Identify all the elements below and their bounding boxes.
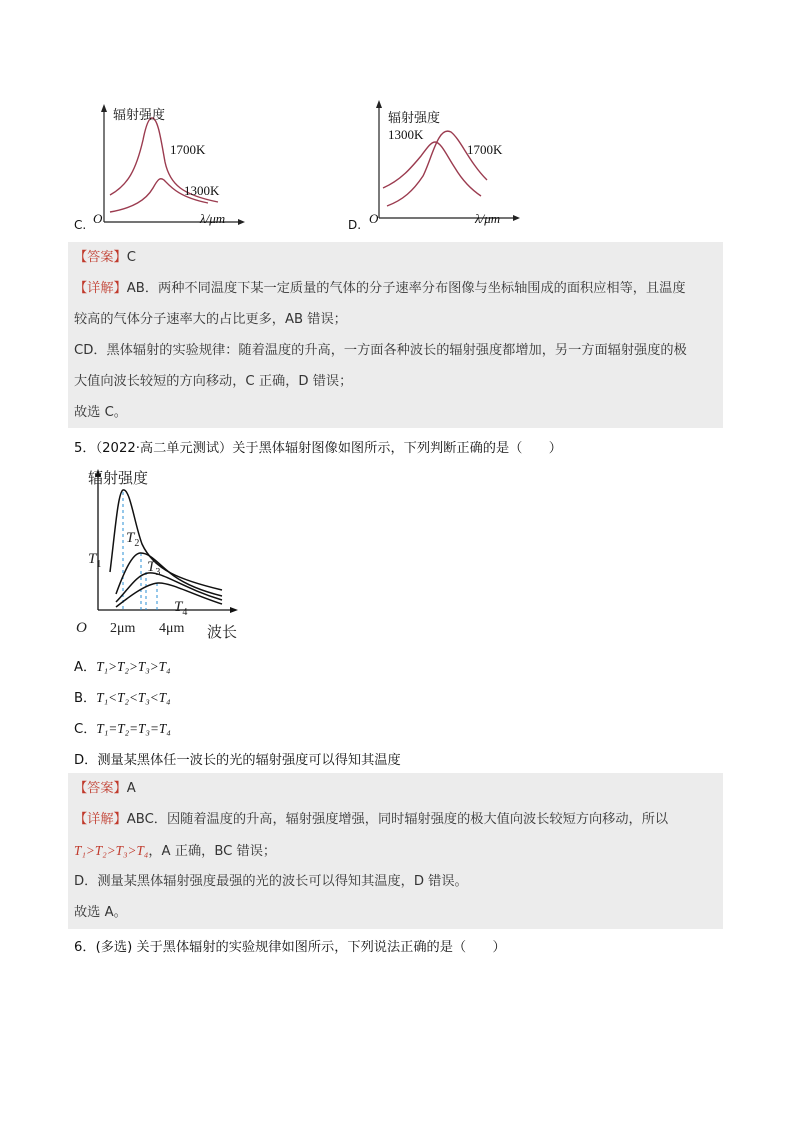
option-d-letter: D.: [348, 218, 362, 232]
x-axis-arrow: [513, 215, 520, 221]
answer-2-line: [74, 779, 136, 799]
detail-text: ABC．因随着温度的升高，辐射强度增强，同时辐射强度的极大值向波长较短方向移动，所以: [126, 812, 669, 827]
q5-option-a[interactable]: [74, 656, 171, 675]
option-b-text: T₁<T₂<T₃<T₄: [96, 690, 171, 705]
answer-2-conclusion: 故选 A。: [74, 905, 127, 920]
detail-math: T₁>T₂>T₃>T₄: [74, 843, 149, 858]
option-c-letter: C.: [74, 218, 87, 232]
figure-c-xlabel: λ/μm: [200, 211, 226, 226]
q5-label-t4: [174, 599, 187, 618]
figure-c-label-1700k: 1700K: [170, 142, 206, 157]
q5-option-d[interactable]: D．测量某黑体任一波长的光的辐射强度可以得知其温度: [74, 753, 401, 768]
q5-label-t3: [147, 559, 160, 578]
q5-label-t1: [88, 551, 101, 570]
t2-letter: T: [126, 530, 135, 546]
detail-2-line1: [74, 810, 668, 830]
q5-origin: O: [76, 620, 87, 636]
figure-d-graph: [363, 96, 523, 226]
y-axis-arrow: [101, 104, 107, 112]
answer-block-1: [68, 242, 723, 428]
figure-d-xlabel: λ/μm: [475, 211, 501, 226]
option-c-text: T₁=T₂=T₃=T₄: [96, 721, 171, 736]
t1-letter: T: [88, 551, 97, 567]
t4-letter: T: [174, 599, 183, 615]
t4-sub: 4: [182, 607, 188, 618]
detail-2-line2: [74, 841, 276, 862]
detail-text: AB．两种不同温度下某一定质量的气体的分子速率分布图像与坐标轴围成的面积应相等，且温度: [126, 281, 686, 296]
detail-1-line3: CD．黑体辐射的实验规律：随着温度的升高，一方面各种波长的辐射强度都增加，另一方面辐射强度的极: [74, 343, 687, 358]
option-b-label: B．: [74, 691, 97, 706]
t1-sub: 1: [96, 559, 102, 570]
answer-value: C: [126, 250, 136, 265]
question-5-stem: 5．（2022·高二单元测试）关于黑体辐射图像如图所示，下列判断正确的是（ ）: [74, 441, 562, 456]
figure-c-origin: O: [93, 211, 103, 226]
figure-d-origin: O: [369, 211, 379, 226]
detail-1-line1: [74, 279, 686, 299]
t3-letter: T: [147, 559, 156, 575]
answer-value: A: [126, 781, 136, 796]
figure-c-label-1300k: 1300K: [184, 183, 220, 198]
t2-sub: 2: [134, 538, 140, 549]
option-a-label: A．: [74, 660, 97, 675]
x-axis-arrow: [238, 219, 245, 225]
figure-d-ylabel: 辐射强度: [388, 110, 441, 125]
figure-c-ylabel: 辐射强度: [113, 107, 166, 122]
q5-option-b[interactable]: [74, 687, 171, 706]
figure-d-label-1700k: 1700K: [467, 142, 503, 157]
q5-label-t2: [126, 530, 139, 549]
answer-1-line: [74, 248, 136, 268]
q5-ylabel: 辐射强度: [88, 469, 149, 487]
detail-1-line2: 较高的气体分子速率大的占比更多，AB 错误；: [74, 312, 347, 327]
detail-rest: ，A 正确，BC 错误；: [148, 844, 277, 859]
y-axis-arrow: [376, 100, 382, 108]
answer-tag: 【答案】: [74, 781, 127, 796]
q5-tick-2um: 2μm: [110, 621, 136, 636]
question-6-stem: 6．(多选) 关于黑体辐射的实验规律如图所示，下列说法正确的是（ ）: [74, 940, 506, 955]
detail-1-line4: 大值向波长较短的方向移动，C 正确，D 错误；: [74, 374, 353, 389]
figure-d-label-1300k: 1300K: [388, 127, 424, 142]
t3-sub: 3: [155, 567, 161, 578]
detail-tag: 【详解】: [74, 281, 127, 296]
answer-1-conclusion: 故选 C。: [74, 405, 127, 420]
option-a-text: T₁>T₂>T₃>T₄: [96, 659, 171, 674]
answer-tag: 【答案】: [74, 250, 127, 265]
q5-xlabel: 波长: [207, 623, 238, 641]
q5-option-c[interactable]: [74, 718, 171, 737]
q5-tick-4um: 4μm: [159, 621, 185, 636]
x-axis-arrow: [230, 607, 238, 613]
detail-tag: 【详解】: [74, 812, 127, 827]
curve-t3: [116, 573, 222, 602]
curve-t2: [116, 553, 222, 596]
option-c-label: C．: [74, 722, 97, 737]
detail-2-line3: D．测量某黑体辐射强度最强的光的波长可以得知其温度，D 错误。: [74, 874, 468, 889]
